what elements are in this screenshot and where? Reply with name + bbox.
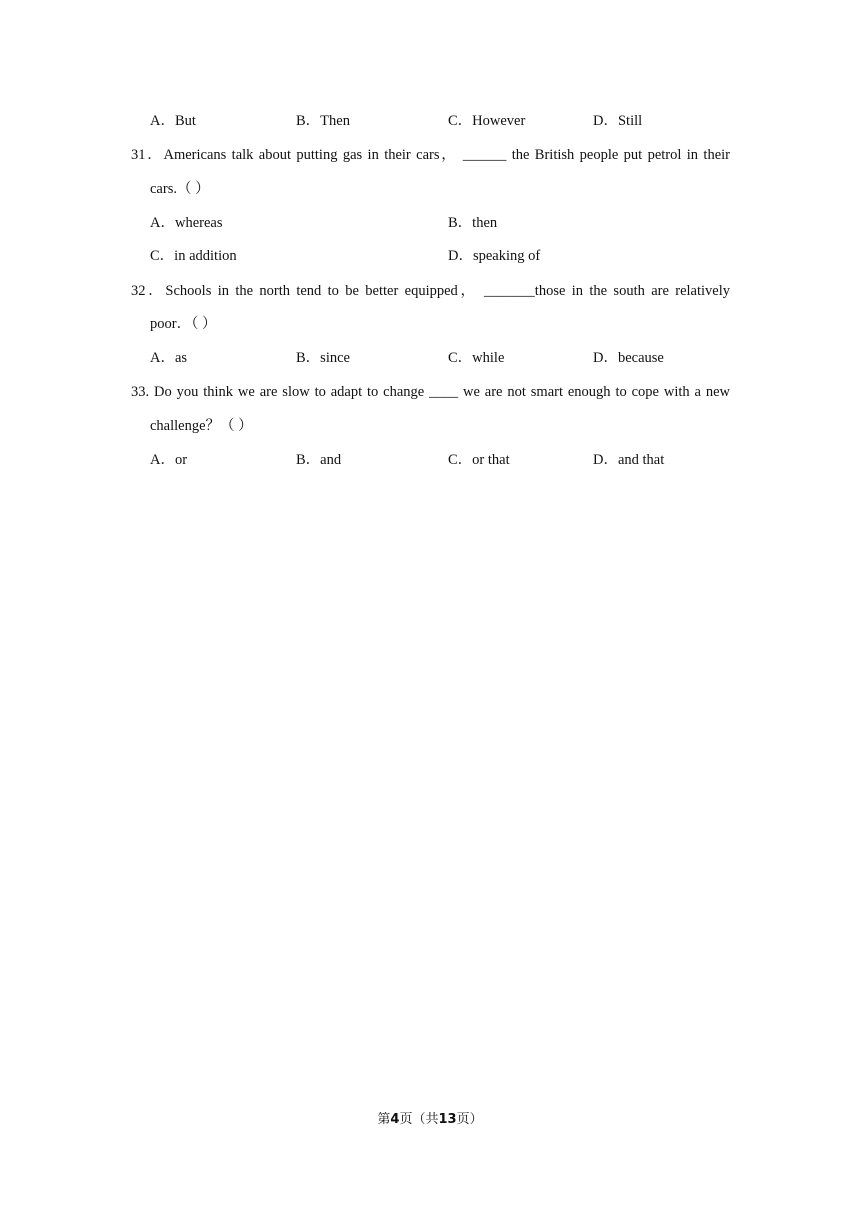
footer-suffix: 页）	[456, 1112, 483, 1127]
q31-option-b: B．then	[448, 215, 498, 231]
q31-option-d: D．speaking of	[448, 248, 541, 264]
q32-option-b: B．since	[296, 350, 350, 366]
q30-option-c: C．However	[448, 113, 526, 129]
q32-stem-line2: poor．（ ）	[150, 316, 217, 332]
q33-option-a: A．or	[150, 452, 188, 468]
footer-page-number: 4	[390, 1112, 400, 1127]
q31-stem-line2: cars.（ ）	[150, 181, 210, 197]
footer-mid: 页（共	[399, 1112, 439, 1127]
q32-stem-line1: 32．Schools in the north tend to be better equipped， _______those in the south are relatively	[131, 283, 730, 299]
q33-option-d: D．and that	[593, 452, 665, 468]
q31-option-c: C．in addition	[150, 248, 237, 264]
q30-option-d: D．Still	[593, 113, 643, 129]
q33-stem-line1: 33. Do you think we are slow to adapt to change ____ we are not smart enough to cope with a new	[131, 384, 730, 400]
page-footer	[0, 1111, 860, 1129]
footer-prefix: 第	[377, 1112, 391, 1127]
q33-stem-line2: challenge？（ ）	[150, 418, 253, 434]
q32-option-a: A．as	[150, 350, 188, 366]
q32-option-c: C．while	[448, 350, 505, 366]
q31-stem-line1: 31．Americans talk about putting gas in their cars， ______ the British people put petrol in their	[131, 147, 730, 163]
q33-option-b: B．and	[296, 452, 342, 468]
q33-option-c: C．or that	[448, 452, 510, 468]
footer-total-pages: 13	[438, 1112, 457, 1127]
q31-option-a: A．whereas	[150, 215, 223, 231]
q30-option-b: B．Then	[296, 113, 350, 129]
q32-option-d: D．because	[593, 350, 664, 366]
q30-option-a: A．But	[150, 113, 196, 129]
